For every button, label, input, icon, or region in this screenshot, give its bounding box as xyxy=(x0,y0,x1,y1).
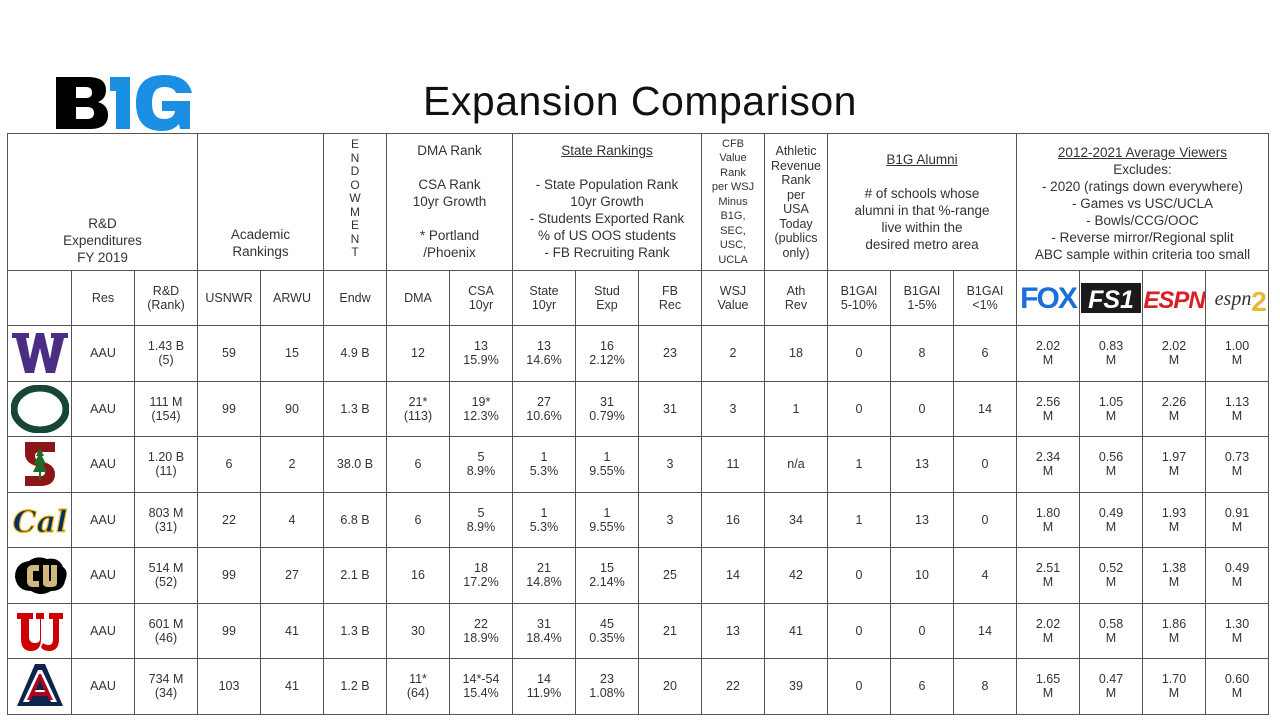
stanford-logo-icon xyxy=(11,440,69,488)
table-cell: 4 xyxy=(954,548,1017,604)
table-cell: 6 xyxy=(387,492,450,548)
table-cell: 8 xyxy=(954,659,1017,715)
table-cell: 27 10.6% xyxy=(513,381,576,437)
table-cell: 31 xyxy=(639,381,702,437)
school-logo-cell xyxy=(8,381,72,437)
table-cell: 2.34 M xyxy=(1017,437,1080,493)
table-cell: 1 9.55% xyxy=(576,492,639,548)
table-cell: 0 xyxy=(891,603,954,659)
table-cell: 3 xyxy=(639,437,702,493)
school-logo-cell xyxy=(8,548,72,604)
table-cell: 0.73 M xyxy=(1206,437,1269,493)
column-header-ath-rev: Ath Rev xyxy=(765,271,828,326)
table-cell: AAU xyxy=(72,326,135,382)
table-cell: 5 8.9% xyxy=(450,437,513,493)
table-cell: 1.30 M xyxy=(1206,603,1269,659)
table-cell: 13 xyxy=(891,437,954,493)
table-cell: 1 5.3% xyxy=(513,437,576,493)
table-cell: 1.05 M xyxy=(1080,381,1143,437)
table-cell: 22 xyxy=(702,659,765,715)
table-cell: AAU xyxy=(72,603,135,659)
colorado-logo-icon xyxy=(11,551,69,599)
table-cell: 16 2.12% xyxy=(576,326,639,382)
table-cell: 14 xyxy=(954,603,1017,659)
table-cell: 11* (64) xyxy=(387,659,450,715)
column-header-wsj-value: WSJ Value xyxy=(702,271,765,326)
endowment-header: E N D O W M E N T xyxy=(324,134,387,271)
header-group-row xyxy=(8,134,1269,271)
table-cell: AAU xyxy=(72,492,135,548)
fox-logo-icon xyxy=(1017,281,1079,315)
rnd-header: R&D Expenditures FY 2019 xyxy=(8,134,198,271)
table-cell: 1 9.55% xyxy=(576,437,639,493)
svg-text:espn: espn xyxy=(1214,288,1252,310)
table-cell: 2.02 M xyxy=(1017,603,1080,659)
table-cell: 99 xyxy=(198,548,261,604)
table-cell: 111 M (154) xyxy=(135,381,198,437)
table-cell: 4.9 B xyxy=(324,326,387,382)
fs1-logo-icon xyxy=(1080,281,1142,315)
table-cell: 1.65 M xyxy=(1017,659,1080,715)
svg-text:Cal: Cal xyxy=(12,504,67,540)
table-cell: 41 xyxy=(261,603,324,659)
table-cell: 6.8 B xyxy=(324,492,387,548)
utah-logo-icon xyxy=(11,607,69,655)
table-cell: 6 xyxy=(387,437,450,493)
table-cell: 59 xyxy=(198,326,261,382)
table-cell: 3 xyxy=(702,381,765,437)
table-cell: 1.70 M xyxy=(1143,659,1206,715)
cal-logo-icon xyxy=(11,496,69,544)
table-cell: 27 xyxy=(261,548,324,604)
column-header-res: Res xyxy=(72,271,135,326)
column-header-r-d-rank-: R&D (Rank) xyxy=(135,271,198,326)
table-cell: 38.0 B xyxy=(324,437,387,493)
column-header-row xyxy=(8,271,1269,326)
table-cell: 22 xyxy=(198,492,261,548)
table-cell: 1.00 M xyxy=(1206,326,1269,382)
table-row xyxy=(8,603,1269,659)
logo-column-header xyxy=(8,271,72,326)
table-cell: 0.49 M xyxy=(1206,548,1269,604)
table-row xyxy=(8,381,1269,437)
table-cell: 18 17.2% xyxy=(450,548,513,604)
table-row xyxy=(8,326,1269,382)
table-cell: 1.13 M xyxy=(1206,381,1269,437)
table-cell: 3 xyxy=(639,492,702,548)
school-logo-cell xyxy=(8,437,72,493)
table-cell: 0 xyxy=(954,437,1017,493)
table-cell: 18 xyxy=(765,326,828,382)
column-header-b1gai-1-5%: B1GAI 1-5% xyxy=(891,271,954,326)
table-cell: 1 xyxy=(828,437,891,493)
table-cell: 2.1 B xyxy=(324,548,387,604)
table-cell: 1.80 M xyxy=(1017,492,1080,548)
table-row xyxy=(8,437,1269,493)
table-cell: 19* 12.3% xyxy=(450,381,513,437)
table-cell: 2.02 M xyxy=(1143,326,1206,382)
table-cell: 0 xyxy=(828,381,891,437)
table-cell: 0 xyxy=(891,381,954,437)
table-cell: 13 15.9% xyxy=(450,326,513,382)
table-cell: 2 xyxy=(702,326,765,382)
espn-logo-icon xyxy=(1143,281,1205,315)
table-cell: 2 xyxy=(261,437,324,493)
table-cell: 11 xyxy=(702,437,765,493)
table-cell: 0.60 M xyxy=(1206,659,1269,715)
network-name xyxy=(1237,315,1238,316)
column-header-csa-10yr: CSA 10yr xyxy=(450,271,513,326)
table-cell: 8 xyxy=(891,326,954,382)
table-cell: 0 xyxy=(828,603,891,659)
table-cell: 22 18.9% xyxy=(450,603,513,659)
table-row xyxy=(8,492,1269,548)
network-name xyxy=(1111,315,1112,316)
table-cell: 14 xyxy=(702,548,765,604)
table-cell: 14*-54 15.4% xyxy=(450,659,513,715)
table-cell: 0.58 M xyxy=(1080,603,1143,659)
viewers-header: 2012-2021 Average Viewers Excludes: - 2020 (ratings down everywhere) - Games vs USC/UCLA - Bowls/CCG/OOC - Reverse mirror/Regional split ABC sample within criteria too small xyxy=(1017,134,1269,271)
table-cell: 99 xyxy=(198,381,261,437)
table-cell: 42 xyxy=(765,548,828,604)
table-cell: 16 xyxy=(387,548,450,604)
table-cell: 31 0.79% xyxy=(576,381,639,437)
svg-text:B1G: B1G xyxy=(56,75,59,76)
page-title: Expansion Comparison xyxy=(423,78,857,124)
state-rankings-header: State Rankings - State Population Rank 10yr Growth - Students Exported Rank % of US OOS students - FB Recruiting Rank xyxy=(513,134,702,271)
table-cell: 34 xyxy=(765,492,828,548)
table-cell: 1 5.3% xyxy=(513,492,576,548)
table-cell: 90 xyxy=(261,381,324,437)
arizona-logo-icon xyxy=(11,662,69,710)
table-cell: 5 8.9% xyxy=(450,492,513,548)
espn2-logo-icon xyxy=(1206,281,1268,315)
table-cell: 6 xyxy=(954,326,1017,382)
table-cell: 21* (113) xyxy=(387,381,450,437)
table-cell: 0.91 M xyxy=(1206,492,1269,548)
table-cell: 1.93 M xyxy=(1143,492,1206,548)
svg-text:FS1: FS1 xyxy=(1088,286,1134,314)
column-header-fb-rec: FB Rec xyxy=(639,271,702,326)
b1g-alumni-header: B1G Alumni # of schools whose alumni in that %-range live within the desired metro area xyxy=(828,134,1017,271)
table-cell: 12 xyxy=(387,326,450,382)
svg-text:ESPN: ESPN xyxy=(1143,287,1205,314)
table-cell: 14 xyxy=(954,381,1017,437)
academic-header: Academic Rankings xyxy=(198,134,324,271)
network-name xyxy=(1048,315,1049,316)
comparison-table xyxy=(7,133,1269,715)
table-cell: 0 xyxy=(828,659,891,715)
table-cell: n/a xyxy=(765,437,828,493)
table-cell: 13 xyxy=(702,603,765,659)
table-cell: AAU xyxy=(72,548,135,604)
school-logo-cell xyxy=(8,326,72,382)
table-cell: 31 18.4% xyxy=(513,603,576,659)
table-cell: 2.56 M xyxy=(1017,381,1080,437)
table-cell: 10 xyxy=(891,548,954,604)
column-header-arwu: ARWU xyxy=(261,271,324,326)
table-cell: 1.20 B (11) xyxy=(135,437,198,493)
table-cell: 13 xyxy=(891,492,954,548)
table-cell: 16 xyxy=(702,492,765,548)
column-header-b1gai-5-10%: B1GAI 5-10% xyxy=(828,271,891,326)
table-cell: 0.83 M xyxy=(1080,326,1143,382)
oregon-logo-icon xyxy=(11,385,69,433)
table-cell: AAU xyxy=(72,381,135,437)
fox-column-header xyxy=(1017,271,1080,326)
table-cell: 13 14.6% xyxy=(513,326,576,382)
table-cell: 21 xyxy=(639,603,702,659)
table-cell: 21 14.8% xyxy=(513,548,576,604)
table-cell: AAU xyxy=(72,437,135,493)
table-cell: 1.43 B (5) xyxy=(135,326,198,382)
table-cell: 30 xyxy=(387,603,450,659)
column-header-stud-exp: Stud Exp xyxy=(576,271,639,326)
table-cell: 1 xyxy=(765,381,828,437)
table-cell: 25 xyxy=(639,548,702,604)
athletic-revenue-header: Athletic Revenue Rank per USA Today (publics only) xyxy=(765,134,828,271)
table-cell: 103 xyxy=(198,659,261,715)
table-cell: 1.3 B xyxy=(324,603,387,659)
svg-text:2: 2 xyxy=(1251,286,1267,315)
school-logo-cell xyxy=(8,492,72,548)
table-cell: 15 2.14% xyxy=(576,548,639,604)
table-cell: 4 xyxy=(261,492,324,548)
table-cell: 0 xyxy=(954,492,1017,548)
washington-logo-icon xyxy=(11,329,69,377)
table-row xyxy=(8,659,1269,715)
table-cell: 41 xyxy=(261,659,324,715)
cfb-value-header: CFB Value Rank per WSJ Minus B1G, SEC, USC, UCLA xyxy=(702,134,765,271)
column-header-b1gai-<1%: B1GAI <1% xyxy=(954,271,1017,326)
espn-column-header xyxy=(1143,271,1206,326)
table-cell: 0 xyxy=(828,326,891,382)
table-cell: 1.86 M xyxy=(1143,603,1206,659)
table-cell: 6 xyxy=(198,437,261,493)
table-cell: 0 xyxy=(828,548,891,604)
table-cell: 803 M (31) xyxy=(135,492,198,548)
table-cell: 6 xyxy=(891,659,954,715)
table-row xyxy=(8,548,1269,604)
table-cell: 23 1.08% xyxy=(576,659,639,715)
table-cell: 39 xyxy=(765,659,828,715)
table-cell: 0.49 M xyxy=(1080,492,1143,548)
table-cell: 14 11.9% xyxy=(513,659,576,715)
dma-header: DMA Rank CSA Rank 10yr Growth * Portland /Phoenix xyxy=(387,134,513,271)
table-cell: 15 xyxy=(261,326,324,382)
table-cell: 514 M (52) xyxy=(135,548,198,604)
school-logo-cell xyxy=(8,603,72,659)
table-cell: 45 0.35% xyxy=(576,603,639,659)
school-logo-cell xyxy=(8,659,72,715)
table-cell: 2.26 M xyxy=(1143,381,1206,437)
table-cell: 2.51 M xyxy=(1017,548,1080,604)
table-cell: 601 M (46) xyxy=(135,603,198,659)
table-cell: 734 M (34) xyxy=(135,659,198,715)
network-name xyxy=(1174,315,1175,316)
table-cell: 0.56 M xyxy=(1080,437,1143,493)
table-cell: 99 xyxy=(198,603,261,659)
table-cell: 20 xyxy=(639,659,702,715)
table-cell: 23 xyxy=(639,326,702,382)
svg-text:FOX: FOX xyxy=(1020,282,1076,315)
table-cell: 1 xyxy=(828,492,891,548)
table-cell: 1.38 M xyxy=(1143,548,1206,604)
column-header-state-10yr: State 10yr xyxy=(513,271,576,326)
table-cell: 41 xyxy=(765,603,828,659)
table-cell: 2.02 M xyxy=(1017,326,1080,382)
fs1-column-header xyxy=(1080,271,1143,326)
table-cell: AAU xyxy=(72,659,135,715)
table-cell: 1.3 B xyxy=(324,381,387,437)
espn2-column-header xyxy=(1206,271,1269,326)
column-header-usnwr: USNWR xyxy=(198,271,261,326)
column-header-endw: Endw xyxy=(324,271,387,326)
table-cell: 0.47 M xyxy=(1080,659,1143,715)
column-header-dma: DMA xyxy=(387,271,450,326)
table-cell: 1.97 M xyxy=(1143,437,1206,493)
table-cell: 0.52 M xyxy=(1080,548,1143,604)
table-cell: 1.2 B xyxy=(324,659,387,715)
